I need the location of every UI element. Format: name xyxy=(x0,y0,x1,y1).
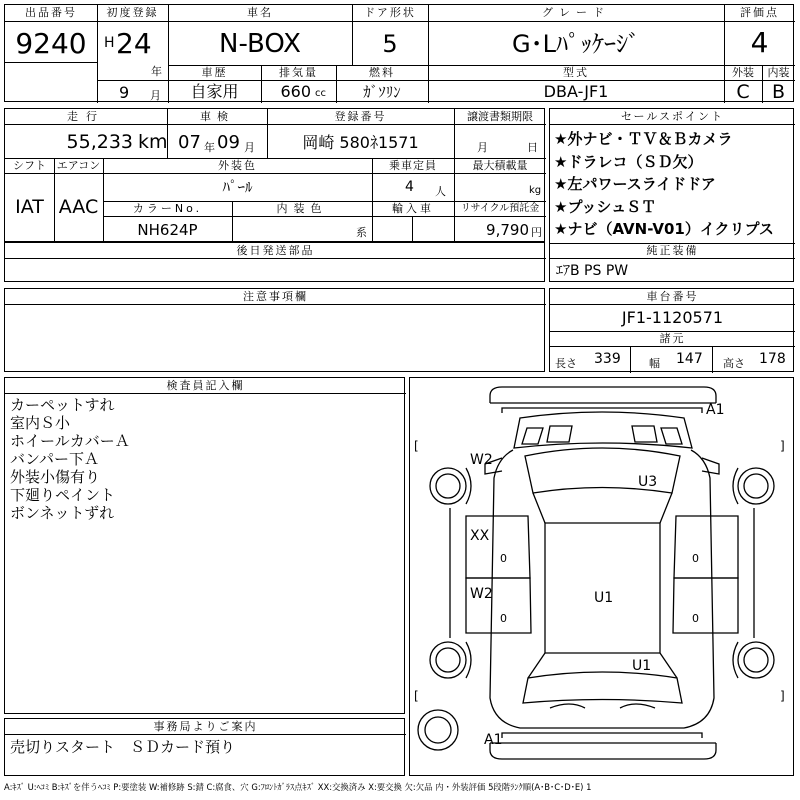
later-parts-section xyxy=(4,242,545,282)
grade-value: G･Lﾊﾟｯｹｰｼﾞ xyxy=(512,30,640,58)
chassis-section xyxy=(549,288,794,372)
office-notice-label: 事務局よりご案内 xyxy=(153,720,258,733)
standard-equipment-label: 純正装備 xyxy=(646,244,699,257)
car-diagram-drawing xyxy=(410,378,793,775)
inspector-note-line: ホイールカバーＡ xyxy=(10,432,130,450)
lot-number-value: 9240 xyxy=(15,27,87,60)
legend-footer: A:ｷｽﾞ U:ﾍｺﾐ B:ｷｽﾞを伴うﾍｺﾐ P:要塗装 W:補修跡 S:錆 C:腐食、穴 G:ﾌﾛﾝﾄｶﾞﾗｽ点ｷｽﾞ XX:交換済み X:要交換 欠:欠品 内・外装評価 5段階ﾗﾝｸ順(A･B･C･D･E) 1 xyxy=(4,782,592,792)
exterior-rating-value: C xyxy=(736,81,750,103)
plate-number-label: 登録番号 xyxy=(334,110,387,123)
damage-mark-right-rear: U1 xyxy=(632,658,652,674)
capacity-label: 乗車定員 xyxy=(389,159,437,172)
sales-points-label: セールスポイント xyxy=(620,110,724,123)
mileage-label: 走行 xyxy=(67,110,105,123)
fuel-label: 燃料 xyxy=(369,66,395,79)
first-registration-label: 初度登録 xyxy=(106,6,159,19)
inspection-label: 車検 xyxy=(200,110,234,123)
recycle-fee-label: リサイクル預託金 xyxy=(460,203,540,214)
notes-label: 注意事項欄 xyxy=(243,290,308,303)
interior-color-unit: 系 xyxy=(356,226,367,239)
inspector-notes-section xyxy=(4,377,405,714)
zero-mark: 0 xyxy=(692,612,699,625)
inspector-note-line: カーペットすれ xyxy=(10,396,115,414)
exterior-rating-label: 外装 xyxy=(732,66,754,79)
color-number-value: NH624P xyxy=(137,221,198,239)
damage-mark-left-rear-door: W2 xyxy=(470,586,493,602)
lot-number-label: 出品番号 xyxy=(25,6,77,19)
damage-mark-hood-right: U3 xyxy=(638,474,658,490)
era-value: H xyxy=(104,35,115,51)
height-label: 高さ xyxy=(723,357,745,370)
zero-mark: 0 xyxy=(692,552,699,565)
score-value: 4 xyxy=(750,26,769,59)
transfer-deadline-label: 譲渡書類期限 xyxy=(467,110,533,123)
sales-points-section xyxy=(549,108,794,282)
car-damage-diagram xyxy=(409,377,794,776)
air-conditioner-label: エアコン xyxy=(56,159,101,172)
plate-number-value: 岡崎 580ﾈ1571 xyxy=(302,133,419,152)
recycle-fee-unit: 円 xyxy=(531,226,542,239)
damage-mark-left-front-door: XX xyxy=(470,528,490,544)
score-label: 評価点 xyxy=(740,6,779,19)
max-load-label: 最大積載量 xyxy=(472,159,528,172)
exterior-color-value: ﾊﾟｰﾙ xyxy=(222,178,253,196)
damage-mark-front-bumper: A1 xyxy=(706,402,725,418)
bracket-close-mark: ] xyxy=(780,439,785,453)
shift-value: IAT xyxy=(15,196,44,218)
zero-mark: 0 xyxy=(500,612,507,625)
recycle-fee-value: 9,790 xyxy=(486,221,529,239)
zero-mark: 0 xyxy=(500,552,507,565)
inspector-note-line: 外装小傷有り xyxy=(10,468,101,486)
year-unit: 年 xyxy=(151,65,162,78)
fuel-value: ｶﾞｿﾘﾝ xyxy=(363,83,401,101)
sales-point-item: ★外ナビ・ＴＶ＆Ｂカメラ xyxy=(554,130,733,148)
later-parts-label: 後日発送部品 xyxy=(236,244,315,257)
inspector-notes-list xyxy=(10,396,130,522)
standard-equipment-value: ｴｱB PS PW xyxy=(556,263,629,279)
transfer-month-unit: 月 xyxy=(477,141,488,154)
inspector-note-line: ボンネットずれ xyxy=(10,504,115,522)
air-conditioner-value: AAC xyxy=(58,196,99,218)
sales-point-item: ★ドラレコ（ＳＤ欠） xyxy=(554,152,703,171)
inspector-notes-label: 検査員記入欄 xyxy=(166,379,245,392)
import-label: 輸入車 xyxy=(392,202,434,215)
office-notice-section xyxy=(4,718,405,776)
shift-label: シフト xyxy=(13,159,46,172)
door-type-label: ドア形状 xyxy=(364,6,416,19)
mileage-unit: km xyxy=(138,131,168,153)
interior-color-label: 内装色 xyxy=(276,202,328,215)
chassis-number-label: 車台番号 xyxy=(646,290,699,303)
chassis-number-value: JF1-1120571 xyxy=(621,308,724,327)
interior-rating-label: 内装 xyxy=(767,66,790,79)
inspector-note-line: 室内Ｓ小 xyxy=(10,414,71,432)
first-registration-year: 24 xyxy=(116,27,152,60)
inspection-year: 07 xyxy=(178,132,201,153)
length-value: 339 xyxy=(594,351,621,367)
width-value: 147 xyxy=(676,351,703,367)
sales-point-item: ★プッシュＳＴ xyxy=(554,197,657,216)
bracket-open-mark: [ xyxy=(414,439,419,453)
capacity-unit: 人 xyxy=(435,185,446,198)
displacement-value: 660 xyxy=(280,82,311,101)
first-registration-month: 9 xyxy=(119,83,130,102)
bracket-open-mark: [ xyxy=(414,689,419,703)
height-value: 178 xyxy=(759,351,786,367)
sales-point-item: ★左パワースライドドア xyxy=(554,175,716,193)
door-type-value: 5 xyxy=(382,30,398,58)
damage-mark-left-front-fender: W2 xyxy=(470,452,493,468)
vehicle-header-section xyxy=(4,4,794,102)
month-unit: 月 xyxy=(150,89,161,102)
inspection-month: 09 xyxy=(217,132,240,153)
displacement-unit: cc xyxy=(315,88,326,99)
displacement-label: 排気量 xyxy=(279,66,318,79)
inspection-year-unit: 年 xyxy=(204,141,215,154)
inspector-note-line: バンパー下Ａ xyxy=(10,450,99,468)
car-name-value: N-BOX xyxy=(219,29,301,59)
length-label: 長さ xyxy=(555,357,577,370)
mileage-value: 55,233 xyxy=(66,131,133,153)
sales-points-list xyxy=(554,128,774,241)
max-load-unit: kg xyxy=(529,185,542,196)
inspection-month-unit: 月 xyxy=(244,141,255,154)
dimensions-label: 諸元 xyxy=(659,332,686,345)
transfer-day-unit: 日 xyxy=(527,141,538,154)
sales-point-item: ★ナビ（AVN-V01）イクリプス xyxy=(554,220,774,238)
width-label: 幅 xyxy=(649,357,660,370)
notes-section xyxy=(4,288,545,372)
grade-label: グレード xyxy=(542,6,610,19)
history-label: 車歴 xyxy=(201,66,228,79)
model-code-label: 型式 xyxy=(563,66,589,79)
car-name-label: 車名 xyxy=(247,6,273,19)
color-number-label: カラーNo. xyxy=(132,202,203,215)
exterior-color-label: 外装色 xyxy=(218,159,257,172)
history-value: 自家用 xyxy=(190,82,239,101)
vehicle-details-section xyxy=(4,108,545,242)
capacity-value: 4 xyxy=(405,179,414,195)
damage-mark-rear-bumper: A1 xyxy=(484,732,503,748)
bracket-close-mark: ] xyxy=(780,689,785,703)
model-code-value: DBA-JF1 xyxy=(543,82,609,101)
interior-rating-value: B xyxy=(771,81,786,103)
damage-mark-roof: U1 xyxy=(594,590,614,606)
office-notice-value: 売切りスタート ＳＤカード預り xyxy=(10,738,236,756)
inspector-note-line: 下廻りペイント xyxy=(10,486,116,504)
